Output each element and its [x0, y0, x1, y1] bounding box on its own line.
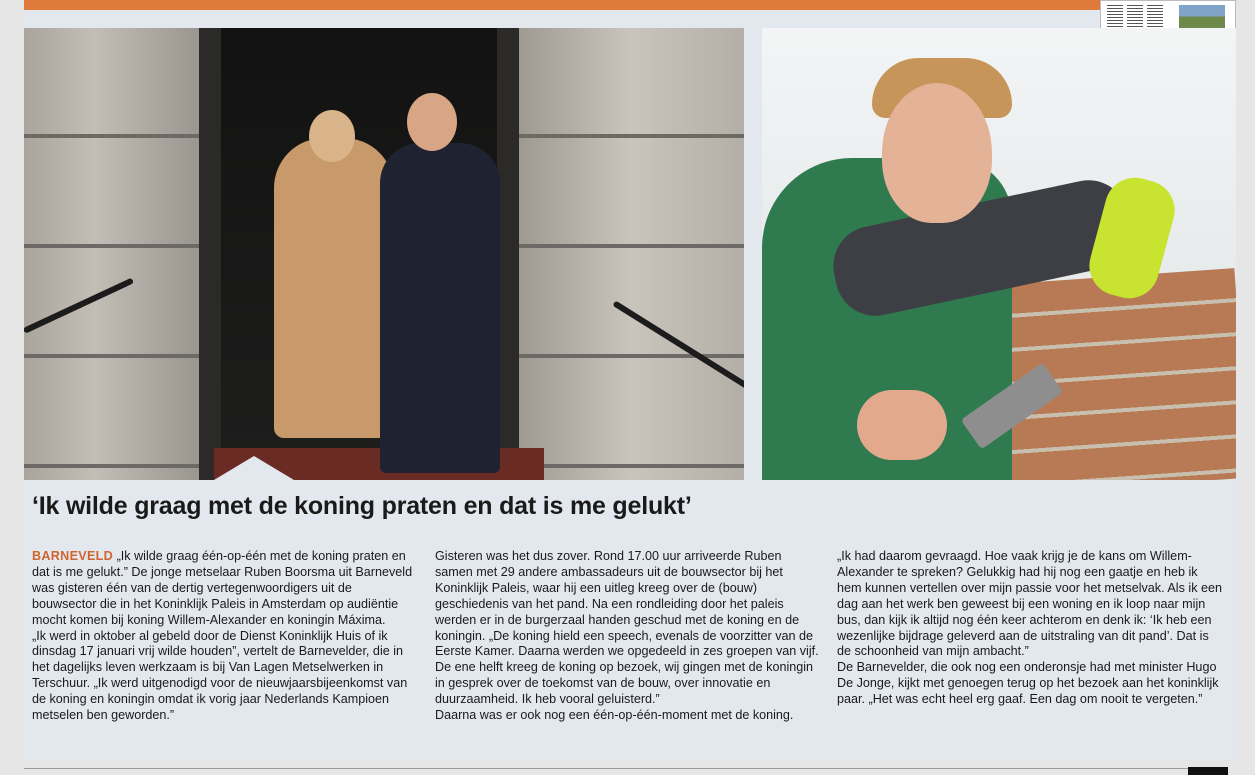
newspaper-page: [24, 0, 1236, 760]
paragraph: „Ik had daarom gevraagd. Hoe vaak krijg je de kans om Willem-Alexander te spreken? Gelukkig had hij nog een gaatje en heb ik hem kunnen vertellen over mijn passie voor het metselvak. Als ik een dag aan het werk ben geweest bij een woning en ik loop naar mijn bus, dan kijk ik altijd nog één keer achterom en denk ik: ‘Ik heb een wezenlijke bijdrage geleverd aan de uitstraling van dit pand’. Dat is de schoonheid van mijn ambacht.”: [837, 549, 1223, 659]
queen-figure: [274, 138, 394, 438]
article-column-2: [435, 549, 820, 724]
dateline: BARNEVELD: [32, 549, 114, 563]
king-figure: [380, 143, 500, 473]
article-column-1: [32, 549, 417, 724]
article-column-3: [837, 549, 1222, 708]
royal-couple-photo: [24, 28, 744, 480]
paragraph: Daarna was er ook nog een één-op-één-moment met de koning.: [435, 708, 794, 723]
paragraph: „Ik werd in oktober al gebeld door de Dienst Koninklijk Huis of ik dinsdag 17 januari vrij wilde houden”, vertelt de Barnevelder, die in het dagelijks leven werkzaam is bij Van Lagen Metselwerken in Terschuur. „Ik werd uitgenodigd voor de nieuwjaarsbijeenkomst van de koning en koningin omdat ik vorig jaar Nederlands Kampioen metselen ben geworden.”: [32, 628, 408, 723]
bricklayer-photo: [762, 28, 1236, 480]
bricklayer-face: [882, 83, 992, 223]
article-headline: ‘Ik wilde graag met de koning praten en dat is me gelukt’: [32, 492, 692, 520]
paragraph: De Barnevelder, die ook nog een onderonsje had met minister Hugo De Jonge, kijkt met genoegen terug op het bezoek aan het koninklijk paar. „Het was echt heel erg gaaf. Een dag om nooit te vergeten.”: [837, 660, 1219, 707]
stone-wall-left: [24, 28, 199, 480]
stone-wall-right: [519, 28, 744, 480]
paragraph: BARNEVELD „Ik wilde graag één-op-één met de koning praten en dat is me gelukt.” De jonge metselaar Ruben Boorsma uit Barneveld was gisteren één van de dertig vertegenwoordigers uit de bouwsector die in het Koninklijk Paleis in Amsterdam op audiëntie mocht komen bij koning Willem-Alexander en koningin Máxima.: [32, 549, 413, 627]
paragraph: Gisteren was het dus zover. Rond 17.00 uur arriveerde Ruben samen met 29 andere ambassadeurs uit de bouwsector bij het Koninklijk Paleis, waar hij een uitleg kreeg over de (bouw) geschiedenis van het pand. Na een rondleiding door het paleis werden er in de burgerzaal handen geschud met de koning en de koningin. „De koning hield een speech, evenals de voorzitter van de Eerste Kamer. Daarna werden we opgedeeld in zes groepen van vijf. De ene helft kreeg de koning op bezoek, wij gingen met de koningin in gesprek over de toekomst van de bouw, over innovatie en duurzaamheid. Ik heb vooral geluisterd.”: [435, 549, 819, 707]
top-color-bar: [24, 0, 1100, 10]
